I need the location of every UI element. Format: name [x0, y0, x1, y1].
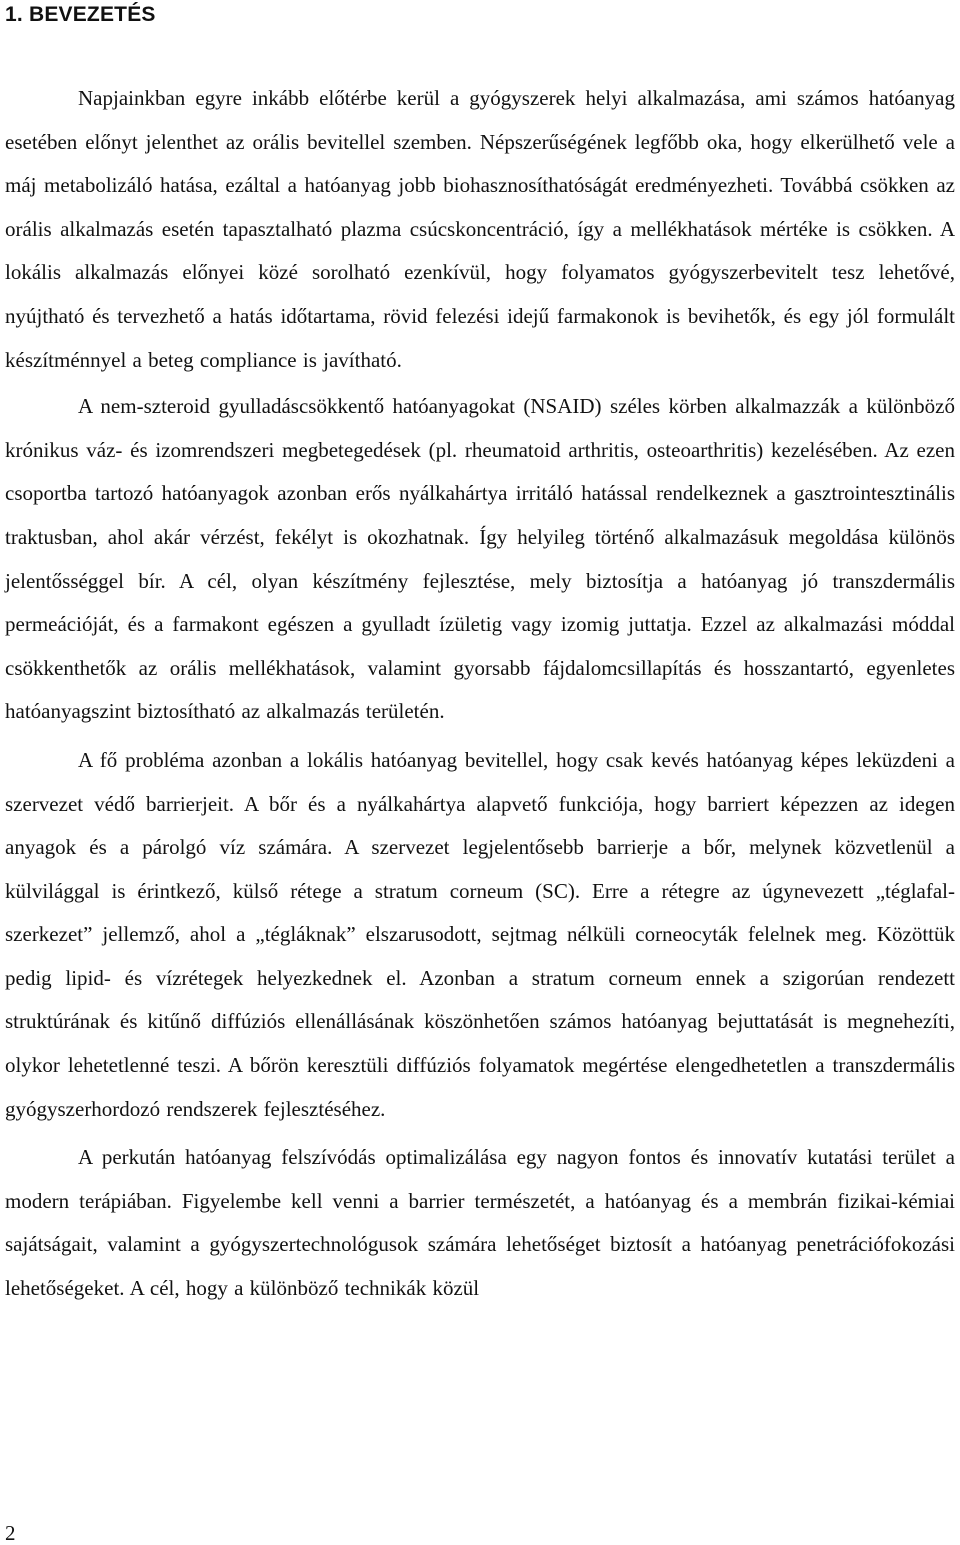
body-text: [5, 77, 955, 1311]
paragraph-intro: Napjainkban egyre inkább előtérbe kerül a gyógyszerek helyi alkalmazása, ami számos hatóanyag esetében előnyt jelenthet az orális bevitellel szemben. Népszerűségének legfőbb oka, hogy elkerülhető vele a máj metabolizáló hatása, ezáltal a hatóanyag jobb biohasznosíthatóságát eredményezheti. Továbbá csökken az orális alkalmazás esetén tapasztalható plazma csúcskoncentráció, így a mellékhatások mértéke is csökken. A lokális alkalmazás előnyei közé sorolható ezenkívül, hogy folyamatos gyógyszerbevitelt tesz lehetővé, nyújtható és tervezhető a hatás időtartama, rövid felezési idejű farmakonok is bevihetők, és egy jól formulált készítménnyel a beteg compliance is javítható.: [5, 86, 955, 372]
document-page: [5, 0, 955, 1314]
chapter-heading: 1. BEVEZETÉS: [5, 3, 156, 26]
paragraph-barrier: A fő probléma azonban a lokális hatóanyag bevitellel, hogy csak kevés hatóanyag képes leküzdeni a szervezet védő barrierjeit. A bőr és a nyálkahártya alapvető funkciója, hogy barriert képezzen az idegen anyagok és a párolgó víz számára. A szervezet legjelentősebb barrierje a bőr, melynek közvetlenül a külvilággal is érintkező, külső rétege a stratum corneum (SC). Erre a rétegre az úgynevezett „téglafal-szerkezet” jellemző, ahol a „tégláknak” elszarusodott, sejtmag nélküli corneocyták felelnek meg. Közöttük pedig lipid- és vízrétegek helyezkednek el. Azonban a stratum corneum ennek a szigorúan rendezett struktúrának és kitűnő diffúziós ellenállásának köszönhetően számos hatóanyag bejuttatását is megnehezíti, olykor lehetetlenné teszi. A bőrön keresztüli diffúziós folyamatok megértése elengedhetetlen a transzdermális gyógyszerhordozó rendszerek fejlesztéséhez.: [5, 747, 955, 1121]
paragraph-nsaid: A nem-szteroid gyulladáscsökkentő hatóanyagokat (NSAID) széles körben alkalmazzák a különböző krónikus váz- és izomrendszeri megbetegedések (pl. rheumatoid arthritis, osteoarthritis) kezelésében. Az ezen csoportba tartozó hatóanyagok azonban erős nyálkahártya irritáló hatással rendelkeznek a gasztrointesztinális traktusban, ahol akár vérzést, fekélyt is okozhatnak. Így helyileg történő alkalmazásuk megoldása különös jelentősséggel bír. A cél, olyan készítmény fejlesztése, mely biztosítja a hatóanyag jó transzdermális permeációját, és a farmakont egészen a gyulladt ízületig vagy izomig juttatja. Ezzel az alkalmazási móddal csökkenthetők az orális mellékhatások, valamint gyorsabb fájdalomcsillapítás és hosszantartó, egyenletes hatóanyagszint biztosítható az alkalmazás területén.: [5, 394, 955, 724]
page-number: 2: [5, 1521, 16, 1545]
paragraph-percutaneous: A perkután hatóanyag felszívódás optimalizálása egy nagyon fontos és innovatív kutatási terület a modern terápiában. Figyelembe kell venni a barrier természetét, a hatóanyag és a membrán fizikai-kémiai sajátságait, valamint a gyógyszertechnológusok számára lehetőséget biztosít a hatóanyag penetrációfokozási lehetőségeket. A cél, hogy a különböző technikák közül: [5, 1145, 955, 1301]
